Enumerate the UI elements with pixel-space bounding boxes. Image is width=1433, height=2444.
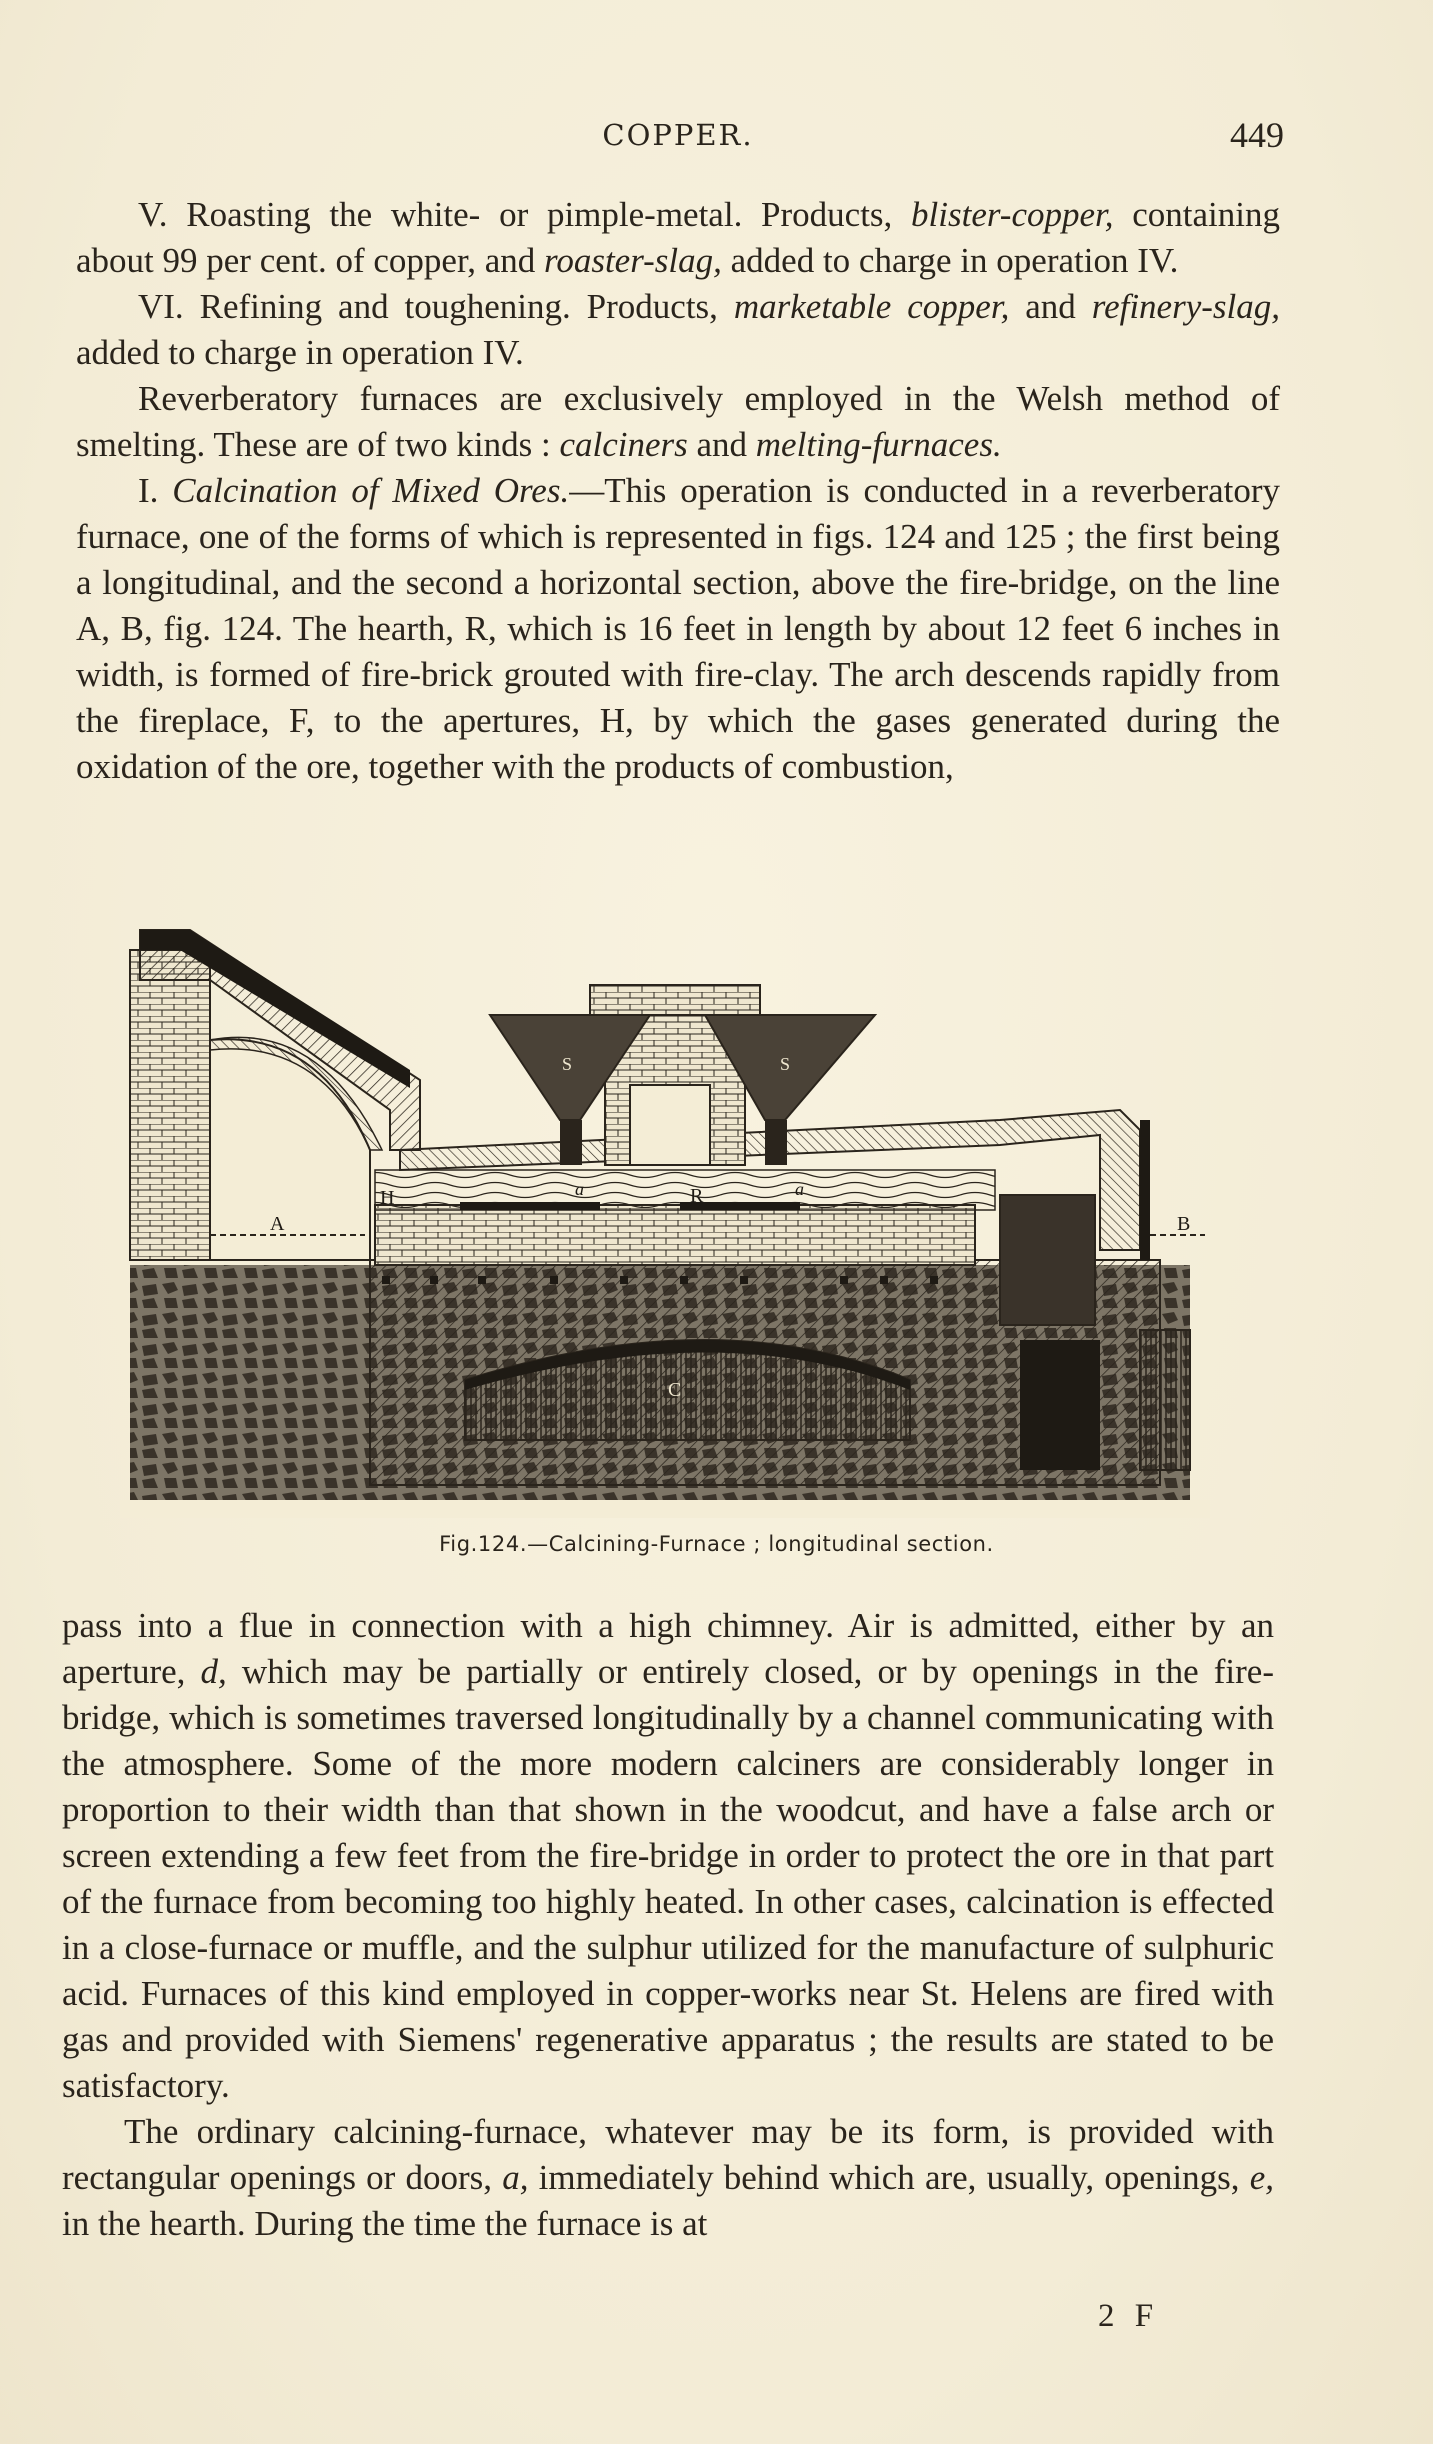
- label-h: H: [380, 1187, 395, 1209]
- bottom-text-block: [62, 1603, 1274, 2247]
- paragraph-operation-v: V. Roasting the white- or pimple-metal. Products, blister-copper, containing about 99 per cent. of copper, and roaster-slag, added to charge in operation IV.: [76, 195, 1280, 280]
- label-b: B: [1177, 1213, 1191, 1235]
- paragraph-calcination: I. Calcination of Mixed Ores.—This operation is conducted in a reverberatory furnace, one of the forms of which is represented in figs. 124 and 125 ; the first being a longitudinal, and the second a horizontal section, above the fire-bridge, on the line A, B, fig. 124. The hearth, R, which is 16 feet in length by about 12 feet 6 inches in width, is formed of fire-brick grouted with fire-clay. The arch descends rapidly from the fireplace, F, to the apertures, H, by which the gases generated during the oxidation of the ore, together with the products of combustion,: [76, 471, 1281, 786]
- left-wall: [130, 950, 210, 1260]
- label-a-lower-1: a: [575, 1179, 584, 1199]
- ash-pit: [1020, 1340, 1100, 1470]
- fireplace: [1000, 1195, 1095, 1325]
- paragraph-ordinary-furnace: The ordinary calcining-furnace, whatever may be its form, is provided with rectangular openings or doors, a, immediately behind which are, usually, openings, e, in the hearth. During the time the furnace is at: [62, 2112, 1274, 2243]
- label-s-left: S: [562, 1054, 573, 1074]
- hearth-band: [375, 1205, 975, 1265]
- label-s-right: S: [780, 1054, 791, 1074]
- figure-caption: Fig.124.—Calcining-Furnace ; longitudinal section.: [439, 1532, 994, 1556]
- label-a-upper: A: [270, 1213, 285, 1235]
- label-a-lower-2: a: [795, 1179, 804, 1199]
- paragraph-reverberatory: Reverberatory furnaces are exclusively employed in the Welsh method of smelting. These are of two kinds : calciners and melting-furnaces.: [76, 379, 1280, 464]
- running-head: COPPER.: [602, 118, 754, 152]
- top-text-block: [76, 192, 1280, 790]
- page-number: 449: [1230, 115, 1284, 155]
- page-header: [72, 112, 1284, 162]
- label-r: R: [690, 1185, 704, 1207]
- paragraph-flue: pass into a flue in connection with a high chimney. Air is admitted, either by an aperture, d, which may be partially or entirely closed, or by openings in the fire-bridge, which is sometimes traversed longitudinally by a channel communicating with the atmosphere. Some of the more modern calciners are considerably longer in proportion to their width than that shown in the woodcut, and have a false arch or screen extending a few feet from the fire-bridge in order to protect the ore in that part of the furnace from becoming too highly heated. In other cases, calcination is effected in a close-furnace or muffle, and the sulphur utilized for the manufacture of sulphuric acid. Furnaces of this kind employed in copper-works near St. Helens are fired with gas and provided with Siemens' regenerative apparatus ; the results are stated to be satisfactory.: [62, 1606, 1274, 2105]
- label-c: C: [668, 1379, 682, 1401]
- furnace-illustration: [120, 920, 1210, 1518]
- signature-mark: 2 F: [1098, 2298, 1160, 2334]
- paragraph-operation-vi: VI. Refining and toughening. Products, marketable copper, and refinery-slag, added to charge in operation IV.: [76, 287, 1280, 372]
